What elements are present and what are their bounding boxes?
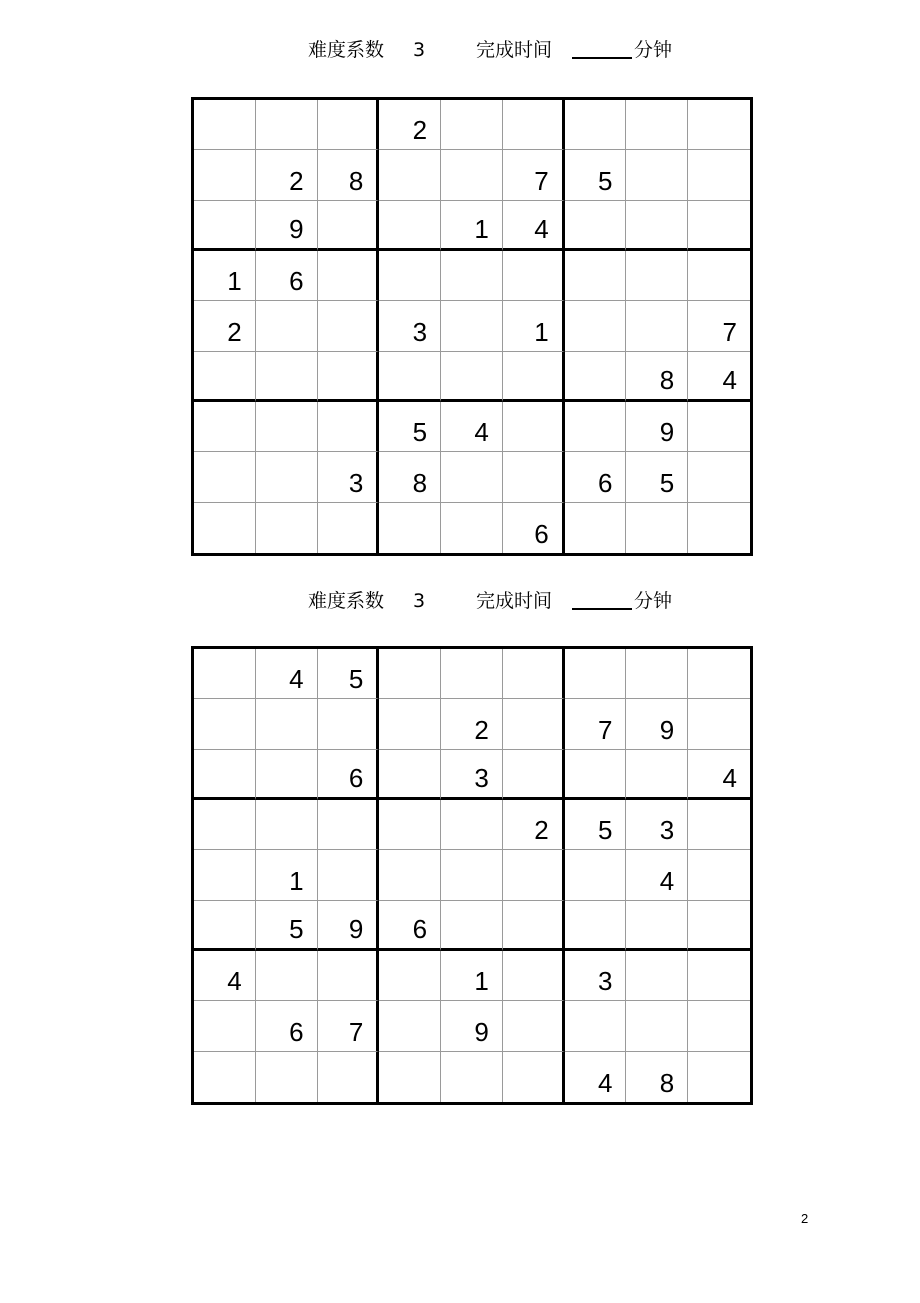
empty-cell[interactable] xyxy=(565,201,627,251)
empty-cell[interactable] xyxy=(565,1001,627,1051)
empty-cell[interactable] xyxy=(565,352,627,402)
empty-cell[interactable] xyxy=(194,649,256,699)
given-digit-cell[interactable]: 5 xyxy=(256,901,318,951)
empty-cell[interactable] xyxy=(379,503,441,553)
grid-row xyxy=(194,901,750,951)
empty-cell[interactable] xyxy=(318,850,380,900)
given-digit-cell[interactable]: 2 xyxy=(441,699,503,749)
empty-cell[interactable] xyxy=(256,699,318,749)
empty-cell[interactable] xyxy=(626,1001,688,1051)
grid-row xyxy=(194,750,750,800)
empty-cell[interactable] xyxy=(379,1052,441,1102)
given-digit-cell[interactable]: 2 xyxy=(379,100,441,150)
given-digit-cell[interactable]: 8 xyxy=(626,1052,688,1102)
empty-cell[interactable] xyxy=(379,850,441,900)
empty-cell[interactable] xyxy=(503,750,565,800)
grid-row xyxy=(194,201,750,251)
empty-cell[interactable] xyxy=(688,150,750,200)
grid-row xyxy=(194,951,750,1001)
empty-cell[interactable] xyxy=(688,901,750,951)
empty-cell[interactable] xyxy=(379,1001,441,1051)
empty-cell[interactable] xyxy=(503,402,565,452)
given-digit-cell[interactable]: 7 xyxy=(565,699,627,749)
empty-cell[interactable] xyxy=(441,901,503,951)
empty-cell[interactable] xyxy=(379,951,441,1001)
empty-cell[interactable] xyxy=(379,649,441,699)
empty-cell[interactable] xyxy=(565,750,627,800)
empty-cell[interactable] xyxy=(626,901,688,951)
empty-cell[interactable] xyxy=(688,503,750,553)
empty-cell[interactable] xyxy=(688,402,750,452)
given-digit-cell[interactable]: 6 xyxy=(379,901,441,951)
empty-cell[interactable] xyxy=(379,750,441,800)
empty-cell[interactable] xyxy=(441,649,503,699)
grid-row xyxy=(194,251,750,301)
empty-cell[interactable] xyxy=(503,251,565,301)
empty-cell[interactable] xyxy=(318,699,380,749)
given-digit-cell[interactable]: 4 xyxy=(256,649,318,699)
empty-cell[interactable] xyxy=(194,1052,256,1102)
sudoku-grid-2 xyxy=(191,646,753,1105)
completion-time-label: 完成时间 xyxy=(476,590,553,612)
given-digit-cell[interactable]: 7 xyxy=(318,1001,380,1051)
empty-cell[interactable] xyxy=(194,402,256,452)
empty-cell[interactable] xyxy=(688,649,750,699)
empty-cell[interactable] xyxy=(688,251,750,301)
given-digit-cell[interactable]: 4 xyxy=(565,1052,627,1102)
given-digit-cell[interactable]: 9 xyxy=(626,699,688,749)
empty-cell[interactable] xyxy=(379,800,441,850)
given-digit-cell[interactable]: 5 xyxy=(565,150,627,200)
empty-cell[interactable] xyxy=(565,251,627,301)
empty-cell[interactable] xyxy=(379,150,441,200)
empty-cell[interactable] xyxy=(441,850,503,900)
given-digit-cell[interactable]: 4 xyxy=(441,402,503,452)
empty-cell[interactable] xyxy=(626,100,688,150)
empty-cell[interactable] xyxy=(503,649,565,699)
time-unit-label: 分钟 xyxy=(634,39,673,61)
empty-cell[interactable] xyxy=(318,251,380,301)
empty-cell[interactable] xyxy=(503,951,565,1001)
empty-cell[interactable] xyxy=(318,301,380,351)
given-digit-cell[interactable]: 3 xyxy=(626,800,688,850)
grid-row xyxy=(194,1001,750,1051)
empty-cell[interactable] xyxy=(194,503,256,553)
given-digit-cell[interactable]: 6 xyxy=(565,452,627,502)
given-digit-cell[interactable]: 1 xyxy=(441,201,503,251)
grid-row xyxy=(194,301,750,351)
grid-row xyxy=(194,800,750,850)
empty-cell[interactable] xyxy=(565,850,627,900)
empty-cell[interactable] xyxy=(626,150,688,200)
empty-cell[interactable] xyxy=(256,800,318,850)
grid-row xyxy=(194,699,750,749)
given-digit-cell[interactable]: 3 xyxy=(565,951,627,1001)
empty-cell[interactable] xyxy=(256,750,318,800)
grid-row xyxy=(194,402,750,452)
time-unit-label: 分钟 xyxy=(634,590,673,612)
given-digit-cell[interactable]: 9 xyxy=(256,201,318,251)
given-digit-cell[interactable]: 4 xyxy=(688,750,750,800)
given-digit-cell[interactable]: 3 xyxy=(318,452,380,502)
empty-cell[interactable] xyxy=(318,800,380,850)
empty-cell[interactable] xyxy=(441,1052,503,1102)
empty-cell[interactable] xyxy=(318,201,380,251)
grid-row xyxy=(194,452,750,502)
given-digit-cell[interactable]: 6 xyxy=(503,503,565,553)
empty-cell[interactable] xyxy=(688,201,750,251)
empty-cell[interactable] xyxy=(503,850,565,900)
difficulty-label: 难度系数 xyxy=(308,590,385,612)
given-digit-cell[interactable]: 1 xyxy=(503,301,565,351)
puzzle-1-header xyxy=(0,35,920,65)
empty-cell[interactable] xyxy=(441,352,503,402)
empty-cell[interactable] xyxy=(565,301,627,351)
completion-time-label: 完成时间 xyxy=(476,39,553,61)
completion-time-blank[interactable] xyxy=(572,586,632,610)
empty-cell[interactable] xyxy=(565,649,627,699)
empty-cell[interactable] xyxy=(688,1052,750,1102)
empty-cell[interactable] xyxy=(503,901,565,951)
difficulty-value: 3 xyxy=(413,39,426,61)
given-digit-cell[interactable]: 5 xyxy=(379,402,441,452)
empty-cell[interactable] xyxy=(194,901,256,951)
empty-cell[interactable] xyxy=(626,649,688,699)
given-digit-cell[interactable]: 5 xyxy=(626,452,688,502)
given-digit-cell[interactable]: 2 xyxy=(503,800,565,850)
given-digit-cell[interactable]: 6 xyxy=(256,1001,318,1051)
grid-row xyxy=(194,100,750,150)
empty-cell[interactable] xyxy=(194,352,256,402)
given-digit-cell[interactable]: 9 xyxy=(626,402,688,452)
empty-cell[interactable] xyxy=(503,1052,565,1102)
empty-cell[interactable] xyxy=(256,1052,318,1102)
empty-cell[interactable] xyxy=(256,352,318,402)
empty-cell[interactable] xyxy=(318,100,380,150)
empty-cell[interactable] xyxy=(688,100,750,150)
empty-cell[interactable] xyxy=(565,901,627,951)
empty-cell[interactable] xyxy=(194,750,256,800)
empty-cell[interactable] xyxy=(626,301,688,351)
empty-cell[interactable] xyxy=(194,452,256,502)
empty-cell[interactable] xyxy=(503,100,565,150)
empty-cell[interactable] xyxy=(194,100,256,150)
empty-cell[interactable] xyxy=(256,452,318,502)
empty-cell[interactable] xyxy=(626,750,688,800)
given-digit-cell[interactable]: 2 xyxy=(256,150,318,200)
given-digit-cell[interactable]: 8 xyxy=(379,452,441,502)
given-digit-cell[interactable]: 3 xyxy=(379,301,441,351)
empty-cell[interactable] xyxy=(565,100,627,150)
empty-cell[interactable] xyxy=(318,503,380,553)
empty-cell[interactable] xyxy=(503,452,565,502)
empty-cell[interactable] xyxy=(626,251,688,301)
empty-cell[interactable] xyxy=(441,251,503,301)
empty-cell[interactable] xyxy=(626,201,688,251)
empty-cell[interactable] xyxy=(441,503,503,553)
given-digit-cell[interactable]: 7 xyxy=(688,301,750,351)
empty-cell[interactable] xyxy=(194,850,256,900)
empty-cell[interactable] xyxy=(626,951,688,1001)
empty-cell[interactable] xyxy=(379,251,441,301)
empty-cell[interactable] xyxy=(256,301,318,351)
given-digit-cell[interactable]: 1 xyxy=(194,251,256,301)
empty-cell[interactable] xyxy=(503,352,565,402)
empty-cell[interactable] xyxy=(256,402,318,452)
difficulty-value: 3 xyxy=(413,590,426,612)
empty-cell[interactable] xyxy=(688,951,750,1001)
given-digit-cell[interactable]: 8 xyxy=(626,352,688,402)
given-digit-cell[interactable]: 5 xyxy=(318,649,380,699)
empty-cell[interactable] xyxy=(318,402,380,452)
given-digit-cell[interactable]: 8 xyxy=(318,150,380,200)
empty-cell[interactable] xyxy=(688,1001,750,1051)
puzzle-2-header xyxy=(0,586,920,616)
empty-cell[interactable] xyxy=(688,800,750,850)
empty-cell[interactable] xyxy=(318,951,380,1001)
empty-cell[interactable] xyxy=(688,699,750,749)
empty-cell[interactable] xyxy=(379,201,441,251)
given-digit-cell[interactable]: 4 xyxy=(503,201,565,251)
grid-row xyxy=(194,1052,750,1102)
empty-cell[interactable] xyxy=(379,352,441,402)
empty-cell[interactable] xyxy=(194,201,256,251)
empty-cell[interactable] xyxy=(441,150,503,200)
given-digit-cell[interactable]: 5 xyxy=(565,800,627,850)
empty-cell[interactable] xyxy=(256,951,318,1001)
empty-cell[interactable] xyxy=(441,100,503,150)
empty-cell[interactable] xyxy=(503,699,565,749)
empty-cell[interactable] xyxy=(565,402,627,452)
empty-cell[interactable] xyxy=(441,301,503,351)
given-digit-cell[interactable]: 9 xyxy=(318,901,380,951)
empty-cell[interactable] xyxy=(194,1001,256,1051)
empty-cell[interactable] xyxy=(503,1001,565,1051)
empty-cell[interactable] xyxy=(441,800,503,850)
grid-row xyxy=(194,503,750,553)
given-digit-cell[interactable]: 4 xyxy=(194,951,256,1001)
given-digit-cell[interactable]: 1 xyxy=(441,951,503,1001)
empty-cell[interactable] xyxy=(194,800,256,850)
empty-cell[interactable] xyxy=(565,503,627,553)
given-digit-cell[interactable]: 1 xyxy=(256,850,318,900)
empty-cell[interactable] xyxy=(194,699,256,749)
given-digit-cell[interactable]: 3 xyxy=(441,750,503,800)
grid-row xyxy=(194,649,750,699)
empty-cell[interactable] xyxy=(318,1052,380,1102)
given-digit-cell[interactable]: 7 xyxy=(503,150,565,200)
empty-cell[interactable] xyxy=(256,503,318,553)
sudoku-grid-1 xyxy=(191,97,753,556)
empty-cell[interactable] xyxy=(688,452,750,502)
empty-cell[interactable] xyxy=(256,100,318,150)
empty-cell[interactable] xyxy=(441,452,503,502)
given-digit-cell[interactable]: 6 xyxy=(256,251,318,301)
grid-row xyxy=(194,352,750,402)
page-number: 2 xyxy=(801,1211,809,1226)
empty-cell[interactable] xyxy=(626,503,688,553)
empty-cell[interactable] xyxy=(194,150,256,200)
empty-cell[interactable] xyxy=(318,352,380,402)
given-digit-cell[interactable]: 4 xyxy=(626,850,688,900)
grid-row xyxy=(194,150,750,200)
given-digit-cell[interactable]: 4 xyxy=(688,352,750,402)
completion-time-blank[interactable] xyxy=(572,35,632,59)
given-digit-cell[interactable]: 2 xyxy=(194,301,256,351)
given-digit-cell[interactable]: 6 xyxy=(318,750,380,800)
empty-cell[interactable] xyxy=(379,699,441,749)
empty-cell[interactable] xyxy=(688,850,750,900)
difficulty-label: 难度系数 xyxy=(308,39,385,61)
given-digit-cell[interactable]: 9 xyxy=(441,1001,503,1051)
grid-row xyxy=(194,850,750,900)
